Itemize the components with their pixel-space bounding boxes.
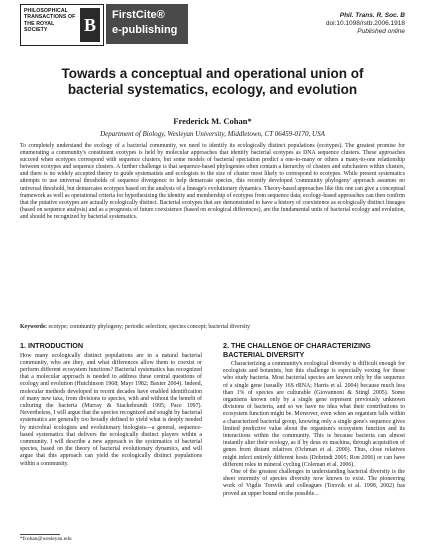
footnote-email[interactable]: *fcohan@wesleyan.edu bbox=[20, 536, 72, 542]
firstcite-logo bbox=[106, 4, 188, 44]
section-heading-introduction: 1. INTRODUCTION bbox=[20, 341, 84, 350]
keywords-label: Keywords: bbox=[20, 324, 48, 330]
introduction-text: How many ecologically distinct populations are in a natural bacterial community, who are they, and what differences allow them to coexist or perform different ecosystem functions? Bacterial systematics has recognized that a molecular approach is needed to address these central questions of ecology and evolution (Hutchinson 1968; Mayr 1982; Baxter 2004). Indeed, molecular methods developed in recent decades have enabled identification of many new taxa, from divisions to species, with and without the benefit of culturing the bacteria (Murray & Stackebrandt 1995; Pace 1997). Nevertheless, I will argue that the species recognized and sought by bacterial systematics are generally too broadly defined to yield what is deeply needed by microbial ecologists and evolutionary biologists—a general, sequence-based systematics that delivers the ecologically distinct players within a community. I will describe a new approach to the systematics of bacterial species, based on the theory of bacterial evolutionary dynamics, and will argue that this approach can yield the ecologically distinct populations within a community. bbox=[20, 352, 202, 467]
challenge-text-2: One of the greatest challenges in understanding bacterial diversity is the sheer enormity of species diversity now known to exist. The pioneering work of Vigdis Torsvik and colleagues (Torsvik et al. 1998, 2002) has proved an upper bound on the possible... bbox=[223, 469, 405, 497]
royal-society-monogram: B bbox=[80, 8, 100, 42]
challenge-text-1: Characterizing a community's ecological diversity is difficult enough for ecologists and botanists, but this challenge is especially vexing for those who study bacteria. Most bacterial species are known only by the sequence of a single gene (usually 16S rRNA; Harris et al. 2004) because much less than 1% of species are culturable (Giovannoni & Stingl 2005). Some organisms known only by a single gene represent previously unknown divisions of bacteria, and so we have no idea what their contributions to ecosystem function might be. Moreover, even when an organism falls within a characterized bacterial group, knowing only a single gene's sequence gives limited predictive value about the organism's ecosystem function and its interactions within the community. This is because bacteria can almost instantly alter their ecology, as if by deus ex machina, through acquisition of genes from distant relatives (Ochman et al. 2000). Thus, close relatives might infect entirely different hosts (Dobrindt 2005; Ron 2006) or can have different roles in mineral cycling (Coleman et al. 2006). bbox=[223, 361, 405, 468]
royal-society-logo bbox=[20, 4, 104, 46]
firstcite-line1: FirstCite® bbox=[112, 9, 165, 21]
paper-title: Towards a conceptual and operational union of bacterial systematics, ecology, and evolution bbox=[61, 66, 364, 97]
right-column bbox=[223, 342, 405, 498]
left-column bbox=[20, 342, 202, 468]
section-heading-challenge: 2. THE CHALLENGE OF CHARACTERIZING BACTERIAL DIVERSITY bbox=[223, 341, 371, 359]
author-name: Frederick M. Cohan* bbox=[173, 116, 252, 126]
keywords-list: ecotype; community phylogeny; periodic selection; species concept; bacterial diversity bbox=[48, 324, 251, 330]
journal-info bbox=[326, 12, 405, 36]
royal-society-logo-text: PHILOSOPHICAL TRANSACTIONS OF THE ROYAL SOCIETY bbox=[24, 8, 76, 34]
journal-name: Phil. Trans. R. Soc. B bbox=[339, 12, 405, 19]
doi[interactable]: doi:10.1098/rstb.2006.1918 bbox=[325, 20, 405, 27]
abstract: To completely understand the ecology of a bacterial community, we need to identify its ecologically distinct populations (ecotypes). The greatest promise for enumerating a community's constituent ecotypes is held by molecular approaches that identify bacterial ecotypes as DNA sequence clusters. These approaches succeed when ecotypes correspond with sequence clusters, but some models of bacterial speciation predict a one-to-many or others a many-to-one relationship between ecotypes and sequence clusters. A further challenge is that sequence-based phylogenies often contain a hierarchy of clusters and subclusters within clusters, and there is no widely accepted theory to guide systematists and ecologists to the size of cluster most likely to correspond to ecotypes. While present systematics attempts to use universal thresholds of sequence divergence to help demarcate species, this recently developed 'community phylogeny' approach assumes no universal threshold, but demarcates ecotypes based on the analysis of a lineage's evolutionary dynamics. Theory-based approaches like this one can give a conceptual framework as well as operational criteria for hypothesizing the identity and membership of ecotypes from sequence data; ecology-based approaches can then confirm that the putative ecotypes are actually ecologically distinct. Bacterial ecotypes that are demonstrated to have a history of coexistence as ecologically distinct lineages (based on sequence analysis) and as a prognosis of future coexistence (based on ecological differences), are the fundamental units of bacterial ecology and evolution, and should be recognized by bacterial systematics. bbox=[20, 143, 405, 220]
author-affiliation: Department of Biology, Wesleyan University, Middletown, CT 06459-0170, USA bbox=[100, 130, 325, 138]
footnote-divider bbox=[20, 534, 60, 535]
firstcite-line2: e-publishing bbox=[112, 24, 178, 36]
keywords bbox=[20, 324, 405, 331]
page-header bbox=[20, 4, 405, 48]
published-label: Published online bbox=[357, 28, 405, 35]
